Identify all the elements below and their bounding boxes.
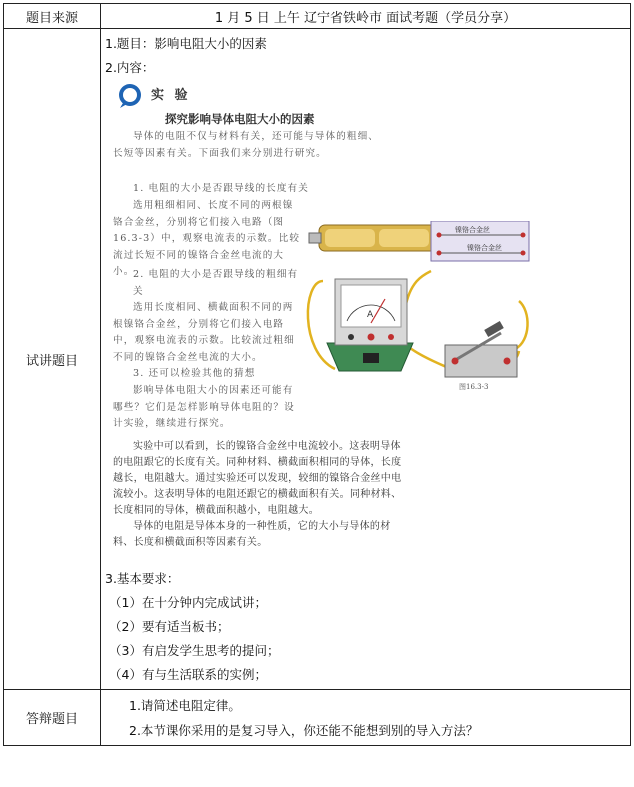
textbook-excerpt-image: [113, 83, 533, 563]
item3-title: 3. 还可以检验其他的猜想: [133, 368, 256, 379]
knife-switch: [445, 321, 517, 377]
requirement-item: （4）有与生活联系的实例；: [109, 667, 267, 682]
summary-paragraph-1: 实验中可以看到，长的镍铬合金丝中电流较小。这表明导体的电阻跟它的长度有关。同种材料、横截面积相同的导体，长度越长，电阻越大。通过实验还可以发现，较细的镍铬合金丝中电流较小。这表明导体的电阻还跟它的横截面积有关。同种材料、长度相同的导体，横截面积越小，电阻越大。: [113, 441, 402, 516]
nichrome-wire-board: [431, 221, 529, 261]
ammeter-letter: A: [367, 310, 374, 320]
requirement-item: （2）要有适当板书；: [109, 619, 230, 634]
speech-bubble-icon: [117, 83, 143, 109]
trial-label: 试讲题目: [4, 29, 101, 690]
item2-body: 选用长度相同、横截面积不同的两根镍铬合金丝，分别将它们接入电路中，观察电流表的示数。比较流过粗细不同的镍铬合金丝电流的大小。: [113, 302, 295, 363]
battery-pack: [309, 225, 449, 251]
trial-content: [101, 29, 631, 690]
exam-table: [3, 3, 631, 746]
summary-paragraph-2: 导体的电阻是导体本身的一种性质，它的大小与导体的材料、长度和横截面积等因素有关。: [113, 521, 391, 548]
item3-body: 影响导体电阻大小的因素还可能有哪些？它们是怎样影响导体电阻的？设计实验，继续进行探究。: [113, 385, 295, 429]
experiment-title: 探究影响导体电阻大小的因素: [165, 112, 315, 126]
defense-label: 答辩题目: [4, 690, 101, 746]
requirement-item: （1）在十分钟内完成试讲；: [109, 595, 267, 610]
board-label-1: 镍铬合金丝: [455, 226, 490, 234]
source-value: 1 月 5 日 上午 辽宁省铁岭市 面试考题（学员分享）: [101, 4, 631, 29]
figure-caption: 图16.3-3: [459, 383, 489, 391]
trial-topic: 1.题目：影响电阻大小的因素: [105, 36, 267, 51]
content-label: 2.内容：: [105, 60, 155, 75]
board-label-2: 镍铬合金丝: [467, 244, 502, 252]
experiment-header: [117, 83, 191, 109]
intro-text: 导体的电阻不仅与材料有关，还可能与导体的粗细、长短等因素有关。下面我们来分别进行研究。: [113, 131, 379, 159]
item1-body: 选用粗细相同、长度不同的两根镍铬合金丝，分别将它们接入电路（图16.3-3）中，观察电流表的示数。比较流过长短不同的镍铬合金丝电流的大小。: [113, 200, 301, 277]
experiment-badge: 实 验: [151, 88, 191, 103]
circuit-apparatus-illustration: [305, 221, 531, 391]
summary-text: [113, 439, 403, 551]
requirement-item: （3）有启发学生思考的提问；: [109, 643, 280, 658]
header-row: [4, 4, 631, 29]
item2-title: 2. 电阻的大小是否跟导线的粗细有关: [133, 269, 299, 297]
defense-question: 1.请简述电阻定律。: [129, 698, 241, 713]
ammeter: [327, 279, 413, 371]
item1-title: 1. 电阻的大小是否跟导线的长度有关: [133, 183, 309, 194]
defense-row: [4, 690, 631, 746]
defense-content: [101, 690, 631, 746]
source-label: 题目来源: [4, 4, 101, 29]
defense-question: 2.本节课你采用的是复习导入，你还能不能想到别的导入方法？: [129, 723, 479, 738]
trial-row: [4, 29, 631, 690]
requirements-label: 3.基本要求：: [105, 571, 180, 586]
